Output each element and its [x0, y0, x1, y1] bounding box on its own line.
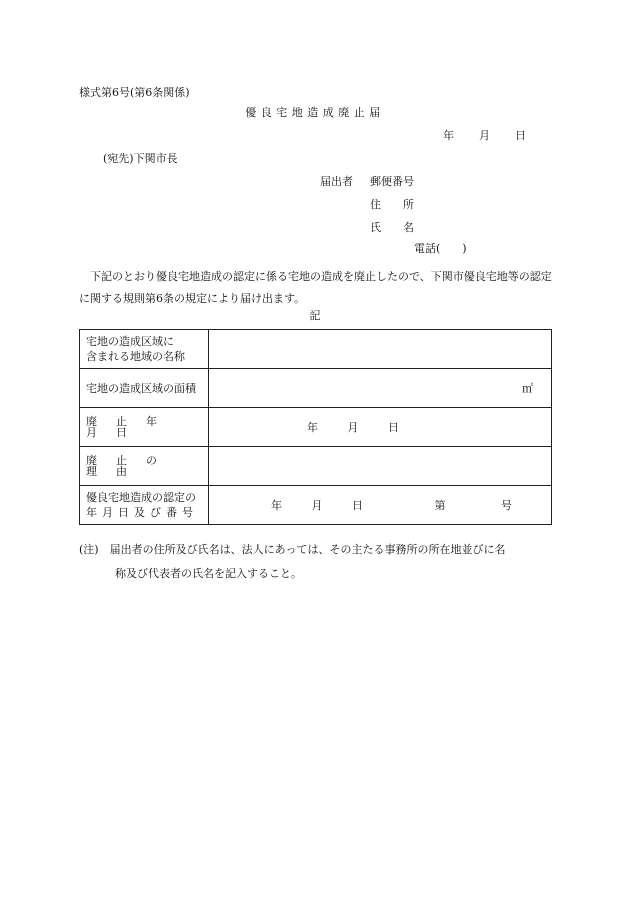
postal-code-label: 郵便番号 — [370, 175, 414, 188]
date-day: 日 — [515, 129, 526, 142]
certification-label-2: 年月日及び番号 — [86, 506, 198, 519]
cert-day: 日 — [352, 498, 363, 512]
abolition-reason-label: 廃止の理由 — [80, 447, 209, 486]
table-row — [80, 369, 552, 408]
date-month: 月 — [479, 129, 490, 142]
cert-year: 年 — [271, 498, 282, 512]
area-name-label-cell — [80, 330, 209, 369]
cert-month: 月 — [311, 498, 323, 512]
date-year: 年 — [443, 129, 454, 142]
certification-label-1: 優良宅地造成の認定の — [86, 491, 196, 504]
body-text: 下記のとおり優良宅地造成の認定に係る宅地の造成を廃止したので、下関市優良宅地等の認定に関する規則第6条の規定により届け出ます。 — [79, 270, 552, 305]
table-row — [80, 486, 552, 525]
abolition-date-label: 廃止年月日 — [80, 408, 209, 447]
note-line-1: (注) 届出者の住所及び氏名は、法人にあっては、その主たる事務所の所在地並びに名 — [79, 543, 506, 556]
name-label: 氏 名 — [370, 221, 414, 234]
note-line-2: 称及び代表者の氏名を記入すること。 — [115, 567, 302, 580]
cert-dai: 第 — [434, 498, 446, 512]
ki-heading: 記 — [309, 309, 321, 322]
body-paragraph — [79, 266, 559, 310]
address-label: 住 所 — [370, 198, 414, 211]
form-title: 優良宅地造成廃止届 — [245, 106, 385, 119]
table-row — [80, 330, 552, 369]
phone-label: 電話( ) — [414, 242, 467, 255]
addressee: (宛先)下関市長 — [103, 152, 178, 165]
table-row — [80, 408, 552, 447]
area-name-label-1: 宅地の造成区域に — [86, 335, 174, 348]
site-area-value[interactable] — [209, 369, 552, 408]
abolition-year: 年 — [307, 420, 318, 434]
certification-value[interactable] — [209, 486, 552, 525]
abolition-date-value[interactable] — [209, 408, 552, 447]
abolition-month: 月 — [347, 420, 359, 434]
certification-label-cell — [80, 486, 209, 525]
cert-go: 号 — [501, 498, 512, 512]
detail-table — [79, 329, 552, 525]
area-name-value[interactable] — [209, 330, 552, 369]
area-name-label-2: 含まれる地域の名称 — [86, 350, 185, 363]
table-row — [80, 447, 552, 486]
abolition-day: 日 — [388, 420, 399, 434]
abolition-reason-value[interactable] — [209, 447, 552, 486]
note — [79, 538, 559, 586]
date-line — [443, 130, 526, 141]
site-area-label: 宅地の造成区域の面積 — [80, 369, 209, 408]
area-unit: ㎡ — [522, 381, 533, 395]
form-id: 様式第6号(第6条関係) — [79, 86, 190, 99]
applicant-label: 届出者 — [320, 175, 353, 188]
